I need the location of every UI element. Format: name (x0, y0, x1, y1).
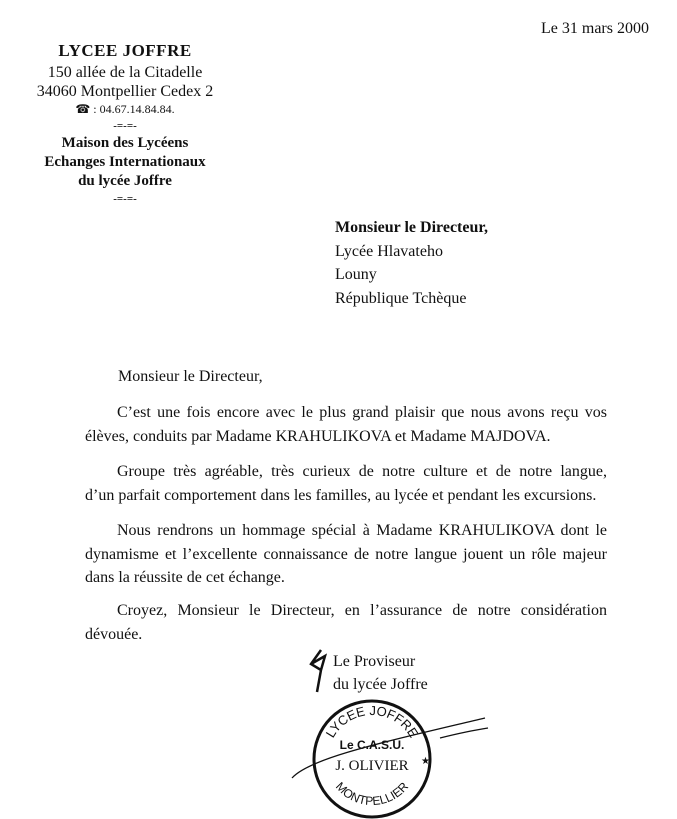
sender-dept-3: du lycée Joffre (78, 173, 172, 189)
signature-line-1: Le Proviseur (333, 653, 416, 670)
sender-address-2: 34060 Montpellier Cedex 2 (36, 83, 214, 100)
stamp-inner-2: J. OLIVIER (335, 758, 409, 774)
sender-dept-2: Echanges Internationaux (44, 154, 206, 170)
svg-text:MONTPELLIER (333, 779, 411, 808)
sender-dept-1: Maison des Lycéens (61, 135, 189, 151)
recipient-title: Monsieur le Directeur, (335, 219, 489, 236)
text-line: dans la réussite de cet échange. (85, 569, 285, 586)
text-line: Croyez, Monsieur le Directeur, en l’assurance de notre considération (117, 602, 607, 619)
signature-line-2: du lycée Joffre (333, 676, 428, 693)
sender-address-1: 150 allée de la Citadelle (47, 64, 203, 81)
sender-phone (0, 102, 250, 117)
text-line: dévouée. (85, 625, 143, 643)
stamp-text-bottom: MONTPELLIER (332, 779, 412, 809)
paragraph (85, 401, 607, 448)
recipient-city: Louny (335, 266, 377, 283)
text-line: C’est une fois encore avec le plus grand plaisir que nous avons reçu vos (117, 404, 607, 421)
salutation: Monsieur le Directeur, (118, 368, 263, 385)
star-icon: ★ (421, 756, 430, 767)
recipient-block (335, 216, 488, 310)
letter-date: Le 31 mars 2000 (541, 20, 649, 37)
signature-block (333, 650, 428, 696)
text-line: Groupe très agréable, très curieux de notre culture et de notre langue, (117, 463, 607, 480)
sender-phone-number: : 04.67.14.84.84. (93, 102, 175, 116)
stamp-text-top: LYCEE JOFFRE (322, 702, 422, 741)
paragraph (85, 460, 607, 507)
paragraph (85, 519, 607, 590)
sender-name: LYCEE JOFFRE (58, 41, 192, 60)
separator: -=-=- (113, 193, 137, 205)
text-line: élèves, conduits par Madame KRAHULIKOVA et Madame MAJDOVA. (85, 427, 551, 445)
recipient-school: Lycée Hlavateho (335, 242, 443, 260)
recipient-country: République Tchèque (335, 289, 467, 307)
paragraph (85, 599, 607, 646)
stamp-inner-1: Le C.A.S.U. (339, 738, 405, 752)
official-stamp (290, 698, 490, 819)
paraphe-mark (303, 648, 331, 696)
text-line: dynamisme et l’excellente connaissance de notre langue jouent un rôle majeur (85, 545, 607, 563)
text-line: Nous rendrons un hommage spécial à Madame KRAHULIKOVA dont le (117, 522, 607, 539)
separator: -=-=- (113, 120, 137, 132)
svg-text:LYCEE JOFFRE (323, 703, 422, 741)
text-line: d’un parfait comportement dans les familles, au lycée et pendant les excursions. (85, 486, 597, 504)
phone-icon: ☎ (75, 102, 91, 116)
